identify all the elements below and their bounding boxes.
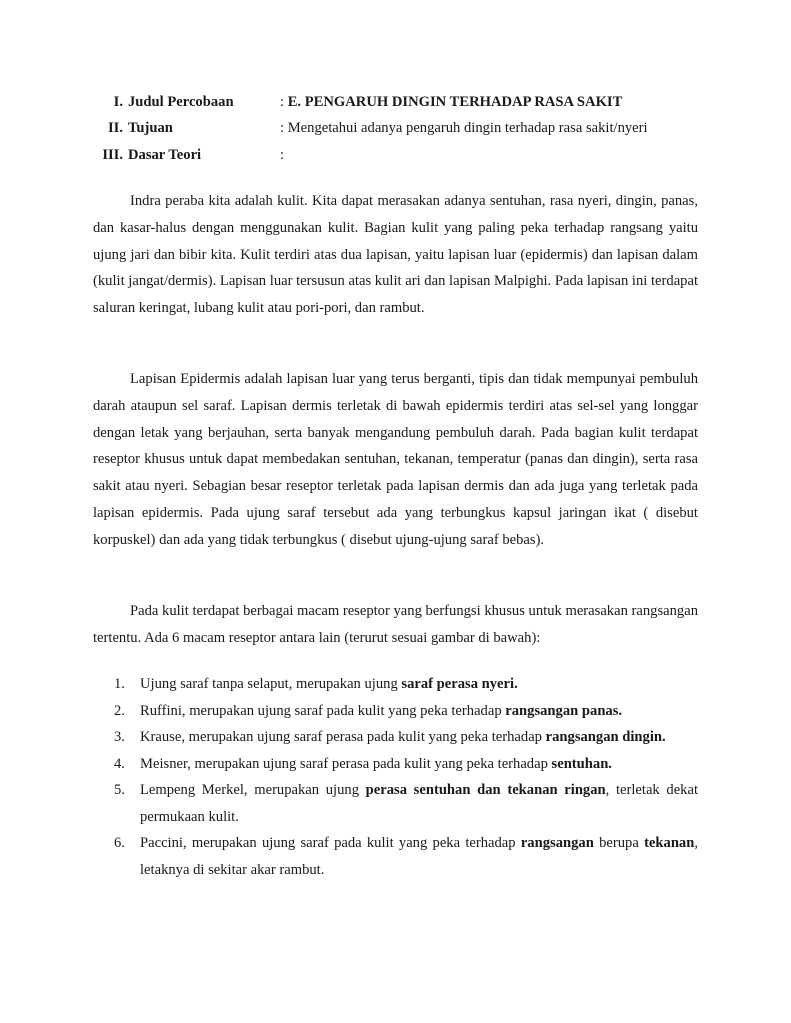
list-marker: 3. (114, 729, 125, 745)
section-number: II. (107, 120, 123, 136)
paragraph-text: Pada kulit terdapat berbagai macam reseptor yang berfungsi khusus untuk merasakan rangsangan tertentu. Ada 6 macam reseptor antara lain (terurut sesuai gambar di bawah): (93, 603, 698, 646)
header-row-judul (93, 92, 703, 112)
list-marker: 1. (114, 676, 125, 692)
list-item: 3. Krause, merupakan ujung saraf perasa pada kulit yang peka terhadap rangsangan dingin. (93, 724, 698, 751)
list-marker: 4. (114, 755, 125, 772)
paragraph-text: Indra peraba kita adalah kulit. Kita dapat merasakan adanya sentuhan, rasa nyeri, dingin, panas, dan kasar-halus dengan menggunakan kulit. Bagian kulit yang paling peka terhadap rangsang yaitu ujung jari dan bibir kita. Kulit terdiri atas dua lapisan, yaitu lapisan luar (epidermis) dan lapisan dalam (kulit jangat/dermis). Lapisan luar tersusun atas kulit ari dan lapisan Malpighi. Pada lapisan ini terdapat saluran keringat, lubang kulit atau pori-pori, dan rambut. (93, 193, 698, 317)
paragraph-indra-peraba (93, 188, 698, 322)
section-number: III. (102, 147, 123, 163)
list-item: 1. Ujung saraf tanpa selaput, merupakan ujung saraf perasa nyeri. (93, 671, 698, 698)
section-number: I. (113, 94, 123, 110)
receptor-list (93, 671, 698, 883)
list-marker: 6. (114, 835, 125, 851)
list-item: 2. Ruffini, merupakan ujung saraf pada kulit yang peka terhadap rangsangan panas. (93, 698, 698, 725)
header-row-dasar-teori (93, 145, 703, 165)
list-marker: 2. (114, 702, 125, 719)
list-item: 6. Paccini, merupakan ujung saraf pada kulit yang peka terhadap rangsangan berupa tekanan, letaknya di sekitar akar rambut. (93, 830, 698, 883)
section-label: Dasar Teori (128, 147, 202, 163)
section-value: : E. PENGARUH DINGIN TERHADAP RASA SAKIT (280, 94, 623, 110)
paragraph-reseptor (93, 598, 698, 652)
section-label: Judul Percobaan (128, 94, 234, 110)
section-value: : (280, 147, 285, 163)
list-marker: 5. (114, 782, 125, 798)
list-item: 4. Meisner, merupakan ujung saraf perasa pada kulit yang peka terhadap sentuhan. (93, 751, 698, 778)
list-item: 5. Lempeng Merkel, merupakan ujung perasa sentuhan dan tekanan ringan, terletak dekat permukaan kulit. (93, 777, 698, 830)
paragraph-lapisan-epidermis (93, 366, 698, 554)
section-value: : Mengetahui adanya pengaruh dingin terhadap rasa sakit/nyeri (280, 120, 648, 136)
section-label: Tujuan (128, 120, 173, 136)
paragraph-text: Lapisan Epidermis adalah lapisan luar yang terus berganti, tipis dan tidak mempunyai pembuluh darah ataupun sel saraf. Lapisan dermis terletak di bawah epidermis terdiri atas sel-sel yang longgar dengan letak yang berjauhan, serta banyak mengandung pembuluh darah. Pada bagian kulit terdapat reseptor khusus untuk dapat membedakan sentuhan, tekanan, temperatur (panas dan dingin), serta rasa sakit atau nyeri. Sebagian besar reseptor terletak pada lapisan dermis dan ada juga yang terletak pada lapisan epidermis. Pada ujung saraf tersebut ada yang terbungkus kapsul jaringan ikat ( disebut korpuskel) dan ada yang tidak terbungkus ( disebut ujung-ujung saraf bebas). (93, 371, 698, 548)
header-row-tujuan (93, 118, 703, 138)
